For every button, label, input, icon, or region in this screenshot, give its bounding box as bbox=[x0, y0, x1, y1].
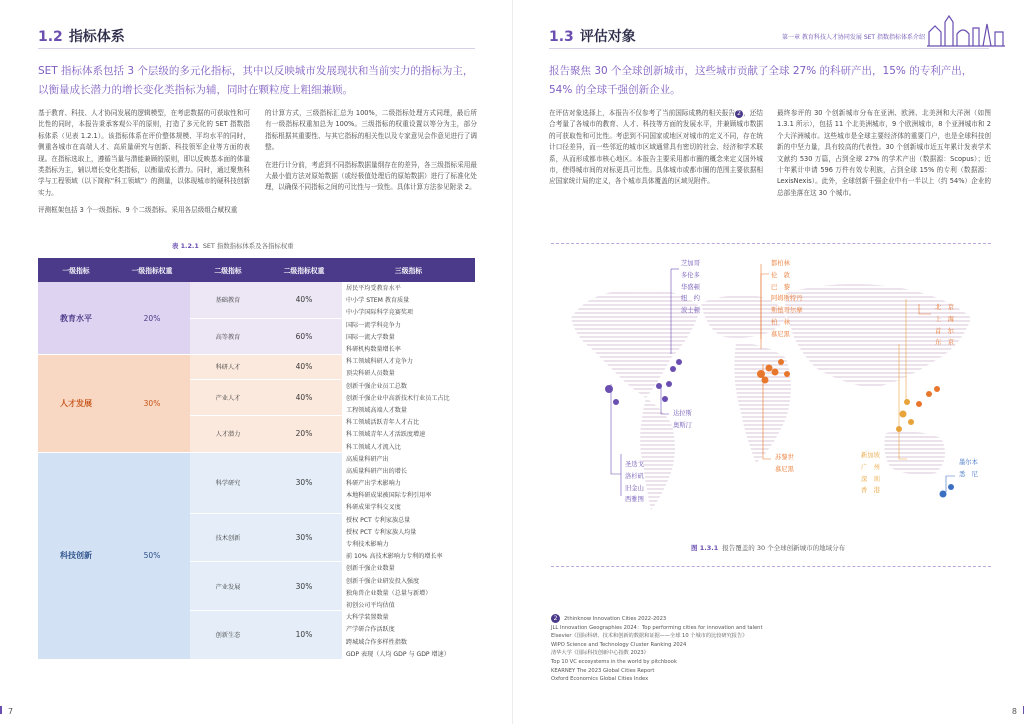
level2-indicator: 人才潜力 bbox=[190, 416, 266, 453]
body-column-1 bbox=[549, 108, 763, 194]
paragraph-text: 在评估对象选择上，本报告不仅参考了当前国际成熟的相关报告 bbox=[549, 109, 736, 117]
city-dot[interactable] bbox=[772, 369, 779, 376]
level3-indicator: 科工领域人才流入比 bbox=[342, 440, 475, 452]
level2-weight: 60% bbox=[266, 318, 342, 355]
map-caption-text: 报告覆盖的 30 个全球创新城市的地域分布 bbox=[722, 544, 846, 552]
section-title: 评估对象 bbox=[579, 29, 636, 45]
body-column-2 bbox=[777, 108, 991, 205]
city-group-east-asia bbox=[935, 302, 954, 349]
city-dot[interactable] bbox=[662, 396, 668, 402]
level2-indicator: 科学研究 bbox=[190, 452, 266, 513]
reference-item: Oxford Economics Global Cities Index bbox=[551, 676, 649, 683]
level3-indicator: 高质量科研产出的增长 bbox=[342, 464, 475, 476]
city-label: 波士顿 bbox=[681, 307, 700, 315]
city-label: 斯德哥尔摩 bbox=[771, 307, 803, 315]
city-label: 新加坡 bbox=[861, 452, 880, 459]
city-label: 多伦多 bbox=[681, 271, 700, 279]
level3-indicator: 创新千强企业研发投入强度 bbox=[342, 574, 475, 586]
level3-indicator: 独角兽企业数量（总量与新增） bbox=[342, 586, 475, 598]
level3-indicator: 科研成果学科交叉度 bbox=[342, 501, 475, 513]
level2-weight: 20% bbox=[266, 416, 342, 453]
paragraph: 评测框架包括 3 个一级指标、9 个二级指标。采用各层级组合赋权重 bbox=[38, 206, 238, 215]
city-label: 旧金山 bbox=[625, 484, 644, 492]
right-page bbox=[512, 0, 1024, 724]
reference-item: Elsevier《国际科研、技术和创新的数据和证据——全球 10 个城市的比较研究报告》 bbox=[551, 633, 748, 640]
reference-item: Top 10 VC ecosystems in the world by pitchbook bbox=[551, 658, 677, 665]
level2-indicator: 产业人才 bbox=[190, 379, 266, 416]
city-label: 香 港 bbox=[861, 487, 880, 495]
lead-paragraph: SET 指标体系包括 3 个层级的多元化指标，其中以反映城市发展现状和当前实力的指标为主，以衡量成长潜力的增长变化类指标为辅，同时在颗粒度上粗细兼顾。 bbox=[38, 65, 474, 96]
city-label: 西雅图 bbox=[625, 496, 644, 504]
city-dot[interactable] bbox=[784, 371, 790, 377]
city-dot[interactable] bbox=[613, 399, 619, 405]
level3-indicator: 授权 PCT 专利家族人均量 bbox=[342, 525, 475, 537]
level2-indicator: 高等教育 bbox=[190, 318, 266, 355]
level3-indicator: 跨城域合作多样性指数 bbox=[342, 635, 475, 647]
table-caption-text: SET 指数指标体系及各指标权重 bbox=[202, 242, 294, 250]
level3-indicator: 授权 PCT 专利家族总量 bbox=[342, 513, 475, 525]
level3-indicator: 顶尖科研人员数量 bbox=[342, 367, 475, 379]
level3-indicator: 工程领域高端人才数量 bbox=[342, 403, 475, 415]
level2-weight: 30% bbox=[266, 452, 342, 513]
level3-indicator: 科研机构数量增长率 bbox=[342, 342, 475, 354]
city-label: 芝加哥 bbox=[681, 260, 700, 267]
level1-indicator: 教育水平 bbox=[38, 282, 114, 355]
level3-indicator: 产学研合作活跃度 bbox=[342, 623, 475, 635]
city-label: 首 尔 bbox=[935, 327, 954, 335]
city-dot[interactable] bbox=[666, 381, 672, 387]
city-label: 达拉斯 bbox=[673, 410, 692, 417]
level1-weight: 50% bbox=[114, 452, 190, 659]
level2-weight: 30% bbox=[266, 562, 342, 611]
city-dot[interactable] bbox=[948, 484, 954, 490]
level3-indicator: 创新千强企业数量 bbox=[342, 562, 475, 574]
level2-weight: 40% bbox=[266, 282, 342, 318]
city-dot[interactable] bbox=[904, 399, 910, 405]
city-label: 苏黎世 bbox=[775, 454, 794, 461]
city-group-europe bbox=[771, 258, 802, 341]
level2-indicator: 产业发展 bbox=[190, 562, 266, 611]
level3-indicator: 专利技术影响力 bbox=[342, 537, 475, 549]
table-caption bbox=[172, 241, 294, 250]
city-label: 圣迭戈 bbox=[625, 461, 644, 468]
paragraph bbox=[549, 108, 763, 188]
city-label: 广 州 bbox=[861, 463, 880, 471]
city-dot[interactable] bbox=[926, 391, 932, 397]
chapter-header: 第一章 教育科技人才协同发展 SET 指数指标体系介绍 bbox=[782, 34, 925, 41]
city-dot[interactable] bbox=[762, 377, 769, 384]
city-group-na-mid bbox=[673, 408, 692, 432]
section-number: 1.2 bbox=[38, 29, 63, 45]
city-dot[interactable] bbox=[908, 419, 914, 425]
level3-indicator: GDP 表现（人均 GDP 与 GDP 增速） bbox=[342, 647, 475, 659]
city-label: 悉 尼 bbox=[959, 470, 978, 478]
level3-indicator: 科工领域活跃青年人才占比 bbox=[342, 416, 475, 428]
level3-indicator: 国际一流大学数量 bbox=[342, 330, 475, 342]
page-number: 8 bbox=[1011, 707, 1017, 716]
level1-indicator: 科技创新 bbox=[38, 452, 114, 659]
city-dot[interactable] bbox=[940, 491, 947, 498]
level2-weight: 30% bbox=[266, 513, 342, 562]
level2-weight: 10% bbox=[266, 611, 342, 660]
level3-indicator: 创新千强企业中高新技术行业员工占比 bbox=[342, 391, 475, 403]
city-label: 慕尼黑 bbox=[775, 465, 794, 473]
reference-text: 2thinknow Innovation Cities 2022-2023 bbox=[564, 616, 667, 622]
city-group-oceania bbox=[959, 457, 978, 481]
city-label: 洛杉矶 bbox=[625, 472, 644, 480]
level3-indicator: 中小学 STEM 教育质量 bbox=[342, 294, 475, 306]
map-frame bbox=[551, 243, 991, 567]
city-label: 华盛顿 bbox=[681, 283, 700, 291]
level3-indicator: 科研产出学术影响力 bbox=[342, 477, 475, 489]
footnote-badge[interactable]: 2 bbox=[735, 110, 743, 118]
paragraph: 在进行计分前，考虑到不同指标数据量纲存在的差异，各三级指标采用最大最小值方法对原始数据（或经极值处理后的原始数据）进行了标准化处理，以确保不同指标之间的可比性与一致性。具体计算方法参见附录 2。 bbox=[265, 160, 477, 192]
level2-indicator: 基础教育 bbox=[190, 282, 266, 318]
city-label: 巴 黎 bbox=[771, 283, 790, 291]
level2-indicator: 技术创新 bbox=[190, 513, 266, 562]
city-dot[interactable] bbox=[676, 359, 682, 365]
title-rule bbox=[38, 48, 475, 49]
level3-indicator: 初创公司平均估值 bbox=[342, 598, 475, 610]
city-dot[interactable] bbox=[916, 401, 922, 407]
level1-weight: 20% bbox=[114, 282, 190, 355]
table-row bbox=[38, 452, 475, 464]
paragraph: 基于教育、科技、人才协同发展的逻辑模型，在考虑数据的可获取性和可比性的同时，本报告秉承客观公平的原则，打造了多元化的 SET 指数指标体系（见表 1.2.1）。该指标体系在评价整体规模、平均水平的同时，侧重各城市在高端人才、高质量研究与创新、科技领军企业等方面的表现。在指标选取上，遵循当量与潜能兼顾的原则，即以反映基本面的体量类指标为主，辅以增长变化类指标，以衡量成长潜力。同时，通过聚焦科学与工程领域（以下简称“科工领域”）的测量，以体现城市的硬科技创新实力。 bbox=[38, 109, 250, 197]
city-label: 伦 敦 bbox=[771, 271, 790, 279]
level3-indicator: 创新千强企业员工总数 bbox=[342, 379, 475, 391]
lead-paragraph: 报告聚焦 30 个全球创新城市，这些城市贡献了全球 27% 的科研产出，15% 的专利产出，54% 的全球千强创新企业。 bbox=[549, 65, 973, 96]
city-group-na-north bbox=[681, 258, 700, 317]
city-label: 慕尼黑 bbox=[771, 330, 790, 338]
level3-indicator: 前 10% 高技术影响力专利的增长率 bbox=[342, 550, 475, 562]
level2-indicator: 科研人才 bbox=[190, 355, 266, 379]
paragraph: 的计算方式，三级指标汇总为 100%，二级指标处理方式同理，最后所有一级指标权重加总为 100%。三级指标的权重设置以等分为主，部分指标根据其重要性、与其它指标的相关性以及专家意见会作意见进行了调整。 bbox=[265, 109, 477, 152]
level2-indicator: 创新生态 bbox=[190, 611, 266, 660]
city-label: 纽 约 bbox=[681, 295, 700, 303]
city-label: 上 海 bbox=[935, 315, 954, 323]
header-cell: 二级指标 bbox=[190, 258, 266, 282]
body-column-1 bbox=[38, 108, 250, 223]
paragraph: 最终参评的 30 个创新城市分布在亚洲、欧洲、北美洲和大洋洲（如图 1.3.1 所示），包括 11 个北美洲城市，9 个欧洲城市，8 个亚洲城市和 2 个大洋洲城市。这些城市是全球主要经济体的重要门户，也是全球科技创新的中坚力量，具有较高的代表性。30 个创新城市近五年累计发表学术文献约 530 万篇，占到全球 27% 的学术产出（数据源：Scopus）；近十年累计申请 596 万件有效专利族，占到全球 15% 的专利（数据源：LexisNexis）。此外，全球创新千强企业中有一半以上（约 54%）企业的总部坐落在这 30 个城市。 bbox=[777, 109, 991, 197]
map-caption bbox=[691, 543, 845, 552]
city-group-na-west bbox=[625, 459, 644, 506]
reference-item: WIPO Science and Technology Cluster Ranking 2024 bbox=[551, 641, 687, 648]
city-group-eu-central bbox=[775, 452, 794, 476]
reference-badge: 2 bbox=[551, 614, 560, 623]
city-dot[interactable] bbox=[778, 359, 784, 365]
references bbox=[551, 614, 763, 684]
level3-indicator: 大科学装置数量 bbox=[342, 611, 475, 623]
level3-indicator: 本地科研成果被国际专利引用率 bbox=[342, 489, 475, 501]
page-number: 7 bbox=[8, 707, 14, 716]
header-cell: 三级指标 bbox=[342, 258, 475, 282]
header-cell: 二级指标权重 bbox=[266, 258, 342, 282]
paragraph-text: ，还结合考量了各城市的教育、人才、科技等方面的发展水平，并兼顾城市数据的可获取性和可比性。考虑到不同国家或地区对城市的定义不同，存在统计口径差异，而一些邻近的城市区域通常具有密切的社会、经济和学术联系，从而形成都市核心地区。本报告主要采用都市圈的概念来定义国外城市，使得城市间的对标更具可比性。具体城市或都市圈的范围主要依据相应国家统计局的定义，各个城市具体覆盖的区域见附件。 bbox=[549, 109, 764, 186]
section-heading bbox=[549, 26, 636, 46]
city-label: 柏 林 bbox=[771, 318, 790, 326]
city-dot[interactable] bbox=[934, 386, 940, 392]
level3-indicator: 国际一流学科竞争力 bbox=[342, 318, 475, 330]
section-number: 1.3 bbox=[549, 29, 574, 45]
reference-item: 清华大学《国际科技创新中心指数 2023》 bbox=[551, 650, 649, 657]
reference-item: JLL Innovation Geographies 2024：Top performing cities for innovation and talent bbox=[551, 624, 763, 631]
city-dot[interactable] bbox=[656, 383, 662, 389]
city-dot[interactable] bbox=[766, 365, 773, 372]
city-label: 东 京 bbox=[935, 339, 954, 347]
city-label: 深 圳 bbox=[861, 475, 880, 483]
table-header-row bbox=[38, 258, 475, 282]
level3-indicator: 居民平均受教育水平 bbox=[342, 282, 475, 294]
indicator-table bbox=[38, 258, 475, 660]
city-label: 都柏林 bbox=[771, 260, 790, 267]
table-row bbox=[38, 355, 475, 367]
skyline-icon bbox=[927, 14, 1005, 48]
city-dot[interactable] bbox=[670, 366, 676, 372]
footer-bar bbox=[0, 706, 2, 714]
city-label: 阿姆斯特丹 bbox=[771, 295, 803, 303]
level2-weight: 40% bbox=[266, 355, 342, 379]
level1-indicator: 人才发展 bbox=[38, 355, 114, 453]
city-dot[interactable] bbox=[896, 426, 902, 432]
level3-indicator: 科工领域科研人才竞争力 bbox=[342, 355, 475, 367]
table-row bbox=[38, 282, 475, 294]
level3-indicator: 高质量科研产出 bbox=[342, 452, 475, 464]
level3-indicator: 中小学国际科学竞赛奖项 bbox=[342, 306, 475, 318]
level1-weight: 30% bbox=[114, 355, 190, 453]
map-caption-number: 图 1.3.1 bbox=[691, 544, 719, 552]
section-title: 指标体系 bbox=[68, 29, 125, 45]
city-dot[interactable] bbox=[605, 385, 613, 393]
reference-item bbox=[551, 614, 763, 624]
title-rule bbox=[549, 48, 989, 49]
reference-item: KEARNEY The 2023 Global Cities Report bbox=[551, 667, 655, 674]
header-cell: 一级指标权重 bbox=[114, 258, 190, 282]
level3-indicator: 科工领域青年人才活跃度增速 bbox=[342, 428, 475, 440]
city-label: 奥斯汀 bbox=[673, 421, 692, 429]
body-column-2 bbox=[265, 108, 477, 200]
city-label: 北 京 bbox=[935, 304, 954, 311]
city-dot[interactable] bbox=[900, 411, 907, 418]
city-label: 墨尔本 bbox=[959, 459, 978, 466]
city-group-se-asia bbox=[861, 450, 880, 497]
header-cell: 一级指标 bbox=[38, 258, 114, 282]
level2-weight: 40% bbox=[266, 379, 342, 416]
section-heading bbox=[38, 26, 125, 46]
table-caption-number: 表 1.2.1 bbox=[172, 242, 199, 250]
